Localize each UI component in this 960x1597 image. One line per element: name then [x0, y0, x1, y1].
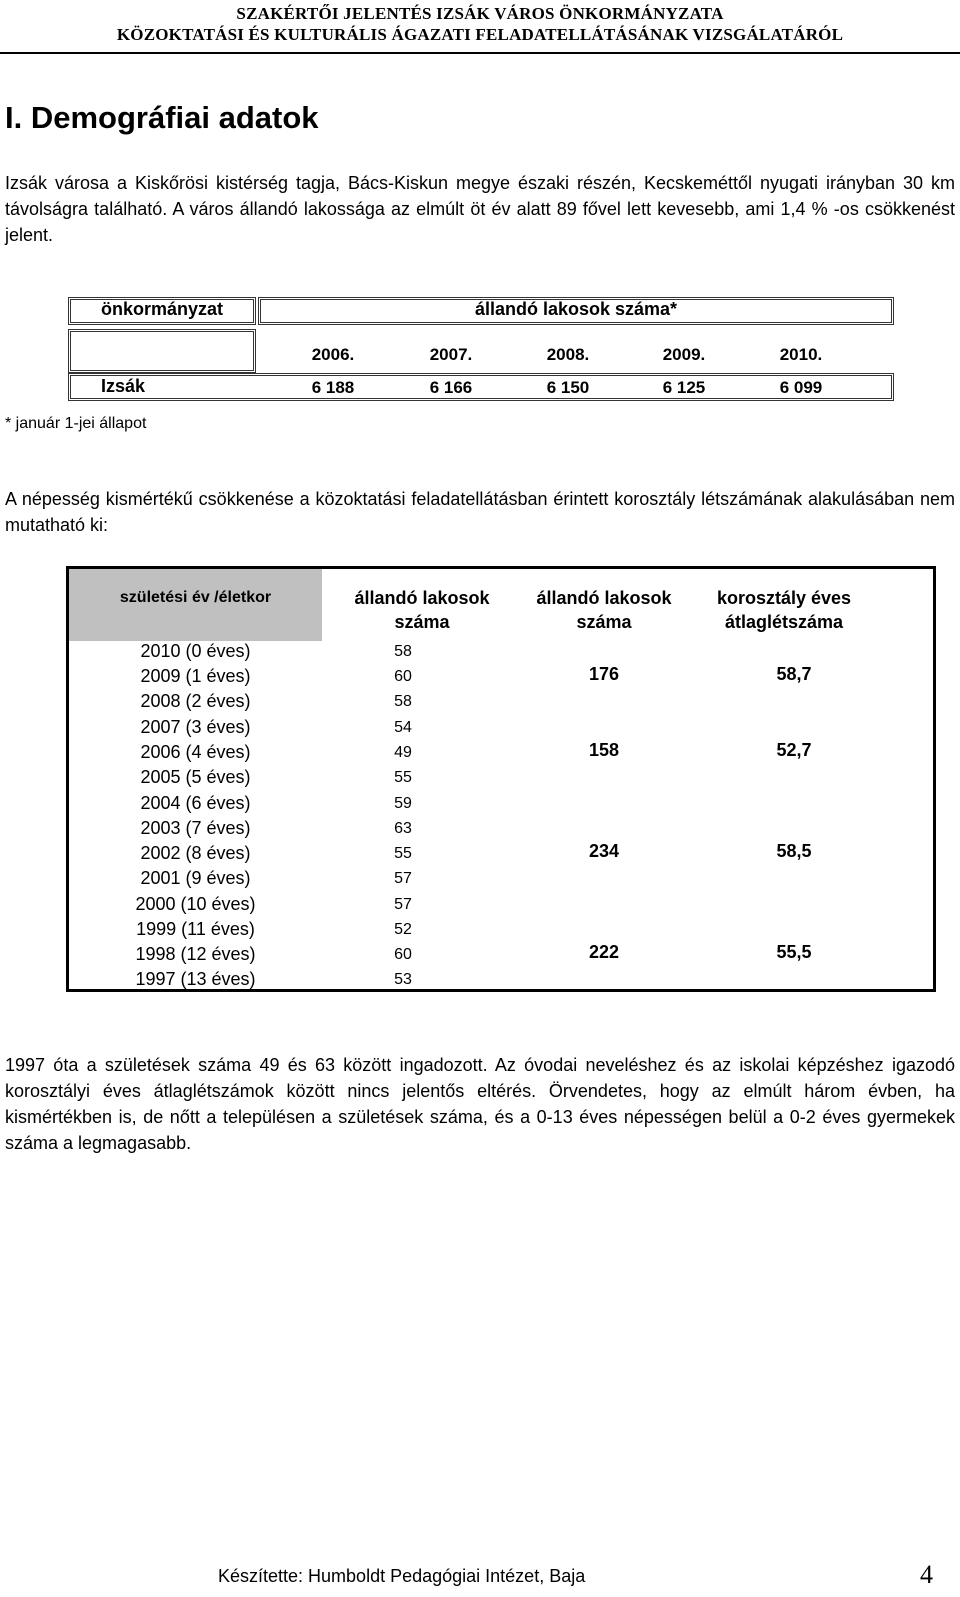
year-2010: 2010.: [779, 345, 823, 364]
table-row: [69, 816, 933, 841]
year-2007: 2007.: [429, 345, 473, 364]
table-row: [69, 892, 933, 917]
birth-count: 63: [394, 820, 412, 837]
group-total: 158: [588, 740, 620, 760]
birth-count: 58: [394, 693, 412, 710]
page-number: 4: [920, 1560, 933, 1589]
birth-year: 2000 (10 éves): [135, 894, 256, 914]
birth-year: 2001 (9 éves): [140, 868, 251, 888]
birth-count: 54: [394, 719, 412, 736]
population-table: [68, 297, 894, 407]
birth-table: [66, 566, 936, 992]
report-header-line2: KÖZOKTATÁSI ÉS KULTURÁLIS ÁGAZATI FELADATELLÁTÁSÁNAK VIZSGÁLATÁRÓL: [116, 25, 844, 44]
table-row: [69, 715, 933, 740]
group-average: 52,7: [776, 740, 812, 760]
value-2009: 6 125: [662, 378, 706, 397]
birth-count: 49: [394, 744, 412, 761]
birth-year: 2002 (8 éves): [140, 843, 251, 863]
birth-count: 60: [394, 668, 412, 685]
table-row: [69, 866, 933, 891]
empty-cell: [68, 329, 256, 373]
intro-paragraph: Izsák városa a Kiskőrösi kistérség tagja, Bács-Kiskun megye északi részén, Kecskeméttől nyugati irányban 30 km távolságra található. A város állandó lakossága az elmúlt öt év alatt 89 fővel lett kevesebb, ami 1,4 % -os csökkenést jelent.: [5, 173, 955, 245]
birth-year: 2005 (5 éves): [140, 767, 251, 787]
row-label-izsak: Izsák: [100, 376, 146, 396]
value-2007: 6 166: [429, 378, 473, 397]
birth-year: 2004 (6 éves): [140, 793, 251, 813]
birth-year: 1999 (11 éves): [136, 919, 255, 939]
birth-count: 52: [394, 921, 412, 938]
group-total: 222: [588, 942, 620, 962]
table-row: [69, 639, 933, 664]
birth-year: 2008 (2 éves): [140, 691, 251, 711]
col-header-count-group: állandó lakosok száma: [536, 588, 672, 632]
group-average: 58,7: [776, 664, 812, 684]
year-2009: 2009.: [662, 345, 706, 364]
table-row: [69, 689, 933, 714]
group-total: 234: [588, 841, 620, 861]
table-footnote: * január 1-jei állapot: [5, 415, 147, 432]
birth-year: 2007 (3 éves): [140, 717, 251, 737]
birth-count: 55: [394, 845, 412, 862]
birth-count: 60: [394, 946, 412, 963]
table-row: [69, 791, 933, 816]
group-average: 58,5: [776, 841, 812, 861]
birth-count: 53: [394, 971, 412, 988]
conclusion-paragraph: 1997 óta a születések száma 49 és 63 között ingadozott. Az óvodai neveléshez és az iskolai képzéshez igazodó korosztályi éves átlaglétszámok között nincs jelentős eltérés. Örvendetes, hogy az elmúlt három évben, ha kismértékben is, de nőtt a településen a születések száma, és a 0-13 éves népességen belül a 0-2 éves gyermekek száma a legmagasabb.: [5, 1055, 955, 1153]
table-row: [69, 967, 933, 992]
birth-count: 57: [394, 896, 412, 913]
middle-paragraph: A népesség kismértékű csökkenése a közoktatási feladatellátásban érintett korosztály létszámának alakulásában nem mutatható ki:: [5, 489, 955, 535]
birth-count: 58: [394, 643, 412, 660]
birth-count: 55: [394, 769, 412, 786]
footer-credit: Készítette: Humboldt Pedagógiai Intézet, Baja: [218, 1566, 586, 1586]
group-average: 55,5: [776, 942, 812, 962]
col-header-municipality: önkormányzat: [100, 299, 224, 319]
birth-year: 1997 (13 éves): [135, 969, 256, 989]
report-header-line1: SZAKÉRTŐI JELENTÉS IZSÁK VÁROS ÖNKORMÁNYZATA: [236, 4, 724, 23]
table-row: [69, 917, 933, 942]
col-header-population: állandó lakosok száma*: [474, 299, 678, 319]
year-2006: 2006.: [311, 345, 355, 364]
birth-count: 59: [394, 795, 412, 812]
header-divider: [0, 52, 960, 54]
birth-count: 57: [394, 870, 412, 887]
value-2006: 6 188: [311, 378, 355, 397]
birth-year: 1998 (12 éves): [135, 944, 256, 964]
col-header-count: állandó lakosok száma: [354, 588, 490, 632]
col-header-average: korosztály éves átlaglétszáma: [716, 588, 852, 632]
birth-year: 2003 (7 éves): [140, 818, 251, 838]
birth-year: 2010 (0 éves): [140, 641, 251, 661]
section-title: I. Demográfiai adatok: [5, 100, 319, 135]
birth-year: 2009 (1 éves): [140, 666, 251, 686]
col-header-birth-year: születési év /életkor: [119, 589, 272, 606]
value-2008: 6 150: [546, 378, 590, 397]
group-total: 176: [588, 664, 620, 684]
value-2010: 6 099: [779, 378, 823, 397]
year-2008: 2008.: [546, 345, 590, 364]
table-row: [69, 765, 933, 790]
birth-year: 2006 (4 éves): [140, 742, 251, 762]
